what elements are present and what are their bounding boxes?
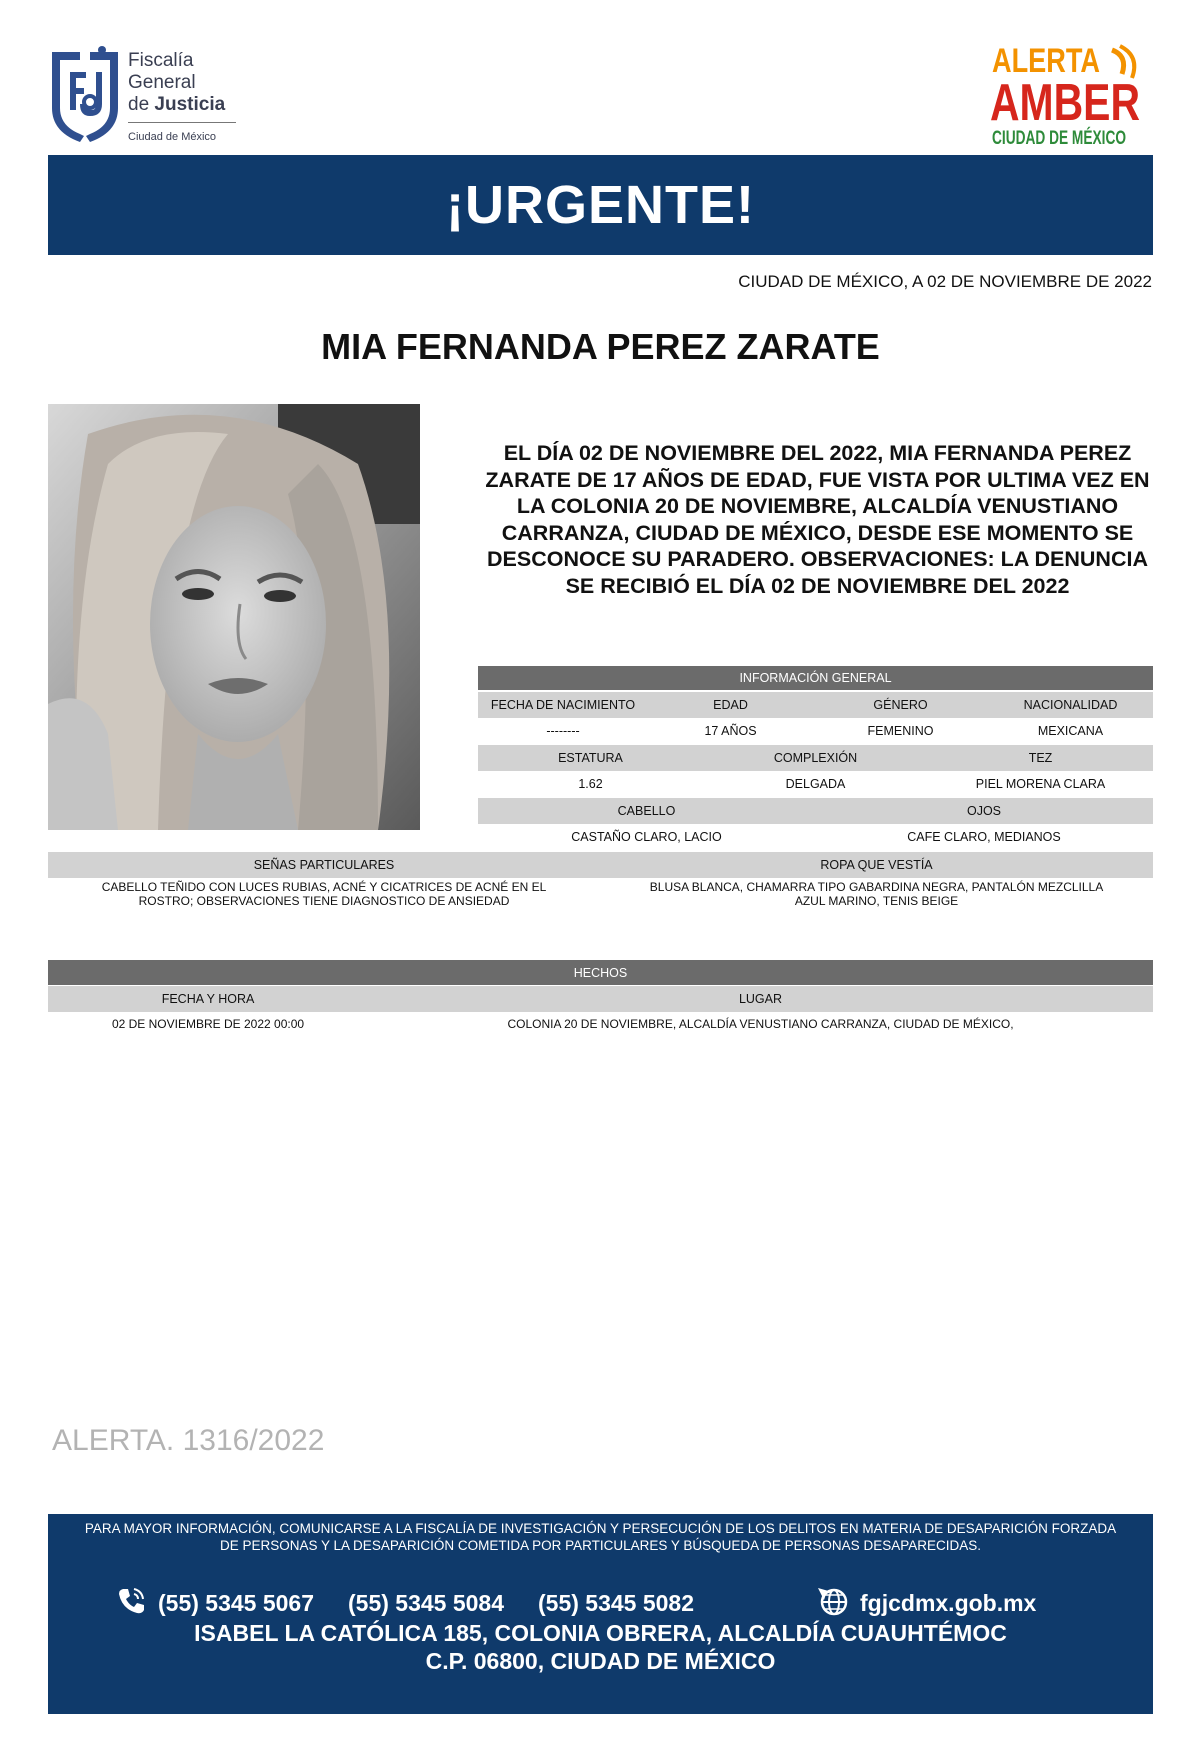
alerta-amber-logo bbox=[990, 40, 1178, 150]
value-build: DELGADA bbox=[785, 777, 846, 791]
website-link[interactable]: fgjcdmx.gob.mx bbox=[860, 1590, 1037, 1616]
header-distinguishing-marks: SEÑAS PARTICULARES bbox=[253, 858, 395, 872]
general-info-title-text: INFORMACIÓN GENERAL bbox=[739, 671, 892, 685]
info-header-row-2 bbox=[478, 745, 1153, 771]
value-place: COLONIA 20 DE NOVIEMBRE, ALCALDÍA VENUSTIANO CARRANZA, CIUDAD DE MÉXICO, bbox=[507, 1017, 1014, 1031]
footer bbox=[48, 1514, 1153, 1714]
footer-info: PARA MAYOR INFORMACIÓN, COMUNICARSE A LA FISCALÍA DE INVESTIGACIÓN Y PERSECUCIÓN DE LOS DELITOS EN MATERIA DE DESAPARICIÓN FORZADA DE PERSONAS Y LA DESAPARICIÓN COMETIDA POR PARTICULARES Y BÚSQUEDA DE PERSONAS DESAPARECIDAS. bbox=[84, 1521, 1117, 1553]
globe-icon bbox=[814, 1584, 850, 1618]
header-eyes: OJOS bbox=[966, 804, 1002, 818]
hechos-value-row bbox=[48, 1012, 1153, 1036]
urgent-title: ¡URGENTE! bbox=[446, 175, 755, 235]
phone-number-3[interactable]: (55) 5345 5082 bbox=[538, 1590, 695, 1616]
hechos-title-text: HECHOS bbox=[573, 965, 628, 980]
value-nationality: MEXICANA bbox=[1037, 724, 1104, 738]
value-birthdate: -------- bbox=[546, 724, 580, 738]
value-distinguishing-marks: CABELLO TEÑIDO CON LUCES RUBIAS, ACNÉ Y CICATRICES DE ACNÉ EN EL ROSTRO; OBSERVACIONES TIENE DIAGNOSTICO DE ANSIEDAD bbox=[101, 880, 547, 908]
hechos-header-row bbox=[48, 986, 1153, 1012]
fgj-logo bbox=[46, 44, 236, 144]
value-age: 17 AÑOS bbox=[704, 724, 757, 738]
person-name: MIA FERNANDA PEREZ ZARATE bbox=[321, 326, 880, 367]
value-complexion: PIEL MORENA CLARA bbox=[975, 777, 1106, 791]
fgj-line-1: Fiscalía bbox=[128, 50, 194, 71]
fgj-line-3 bbox=[128, 94, 236, 116]
header-birthdate: FECHA DE NACIMIENTO bbox=[490, 698, 636, 712]
case-description: EL DÍA 02 DE NOVIEMBRE DEL 2022, MIA FERNANDA PEREZ ZARATE DE 17 AÑOS DE EDAD, FUE VISTA POR ULTIMA VEZ EN LA COLONIA 20 DE NOVIEMBRE, ALCALDÍA VENUSTIANO CARRANZA, CIUDAD DE MÉXICO, DESDE ESE MOMENTO SE DESCONOCE SU PARADERO. OBSERVACIONES: LA DENUNCIA SE RECIBIÓ EL DÍA 02 DE NOVIEMBRE DEL 2022 bbox=[485, 441, 1150, 598]
header-place: LUGAR bbox=[738, 992, 783, 1006]
footer-contacts bbox=[48, 1584, 1153, 1620]
info-header-row-4 bbox=[48, 852, 1153, 878]
value-gender: FEMENINO bbox=[867, 724, 934, 738]
header-build: COMPLEXIÓN bbox=[773, 751, 858, 765]
amber-line-3: CIUDAD DE MÉXICO bbox=[992, 128, 1178, 149]
info-header-row-3 bbox=[478, 798, 1153, 824]
amber-line-2: AMBER bbox=[990, 74, 1140, 132]
value-date-time: 02 DE NOVIEMBRE DE 2022 00:00 bbox=[111, 1017, 305, 1031]
amber-line-1: ALERTA bbox=[992, 42, 1100, 80]
header-height: ESTATURA bbox=[558, 751, 623, 765]
header-nationality: NACIONALIDAD bbox=[1023, 698, 1118, 712]
address-line-1: ISABEL LA CATÓLICA 185, COLONIA OBRERA, ALCALDÍA CUAUHTÉMOC bbox=[194, 1620, 1007, 1646]
info-value-row-3 bbox=[478, 824, 1153, 850]
fgj-subtitle: Ciudad de México bbox=[128, 122, 236, 148]
phone-number-1[interactable]: (55) 5345 5067 bbox=[158, 1590, 315, 1616]
general-info-title bbox=[478, 666, 1153, 690]
info-header-row-1 bbox=[478, 692, 1153, 718]
fgj-line-2: General bbox=[128, 72, 196, 93]
info-value-row-1 bbox=[478, 718, 1153, 744]
footer-address bbox=[48, 1619, 1153, 1675]
value-height: 1.62 bbox=[578, 777, 603, 791]
header-gender: GÉNERO bbox=[873, 698, 928, 712]
fgj-logo-text bbox=[128, 50, 236, 148]
fgj-emblem-icon bbox=[46, 44, 124, 144]
value-clothing: BLUSA BLANCA, CHAMARRA TIPO GABARDINA NEGRA, PANTALÓN MEZCLILLA AZUL MARINO, TENIS BEIGE bbox=[649, 880, 1104, 908]
header-clothing: ROPA QUE VESTÍA bbox=[820, 858, 933, 872]
phone-number-2[interactable]: (55) 5345 5084 bbox=[348, 1590, 505, 1616]
header-hair: CABELLO bbox=[617, 804, 676, 818]
value-hair: CASTAÑO CLARO, LACIO bbox=[571, 830, 722, 844]
hechos-title bbox=[48, 960, 1153, 985]
info-value-row-2 bbox=[478, 771, 1153, 797]
fgj-line-3-prefix: de bbox=[128, 94, 155, 115]
person-photo bbox=[48, 404, 420, 830]
header-age: EDAD bbox=[713, 698, 748, 712]
address-line-2: C.P. 06800, CIUDAD DE MÉXICO bbox=[425, 1648, 776, 1674]
date-line: CIUDAD DE MÉXICO, A 02 DE NOVIEMBRE DE 2022 bbox=[738, 272, 1152, 291]
header-complexion: TEZ bbox=[1028, 751, 1053, 765]
urgent-banner bbox=[48, 155, 1153, 255]
fgj-line-3-bold: Justicia bbox=[154, 94, 226, 115]
info-value-row-4 bbox=[48, 878, 1153, 914]
phone-icon bbox=[116, 1586, 146, 1616]
header-date-time: FECHA Y HORA bbox=[161, 992, 255, 1006]
alert-number: ALERTA. 1316/2022 bbox=[52, 1424, 325, 1457]
value-eyes: CAFE CLARO, MEDIANOS bbox=[907, 830, 1061, 844]
